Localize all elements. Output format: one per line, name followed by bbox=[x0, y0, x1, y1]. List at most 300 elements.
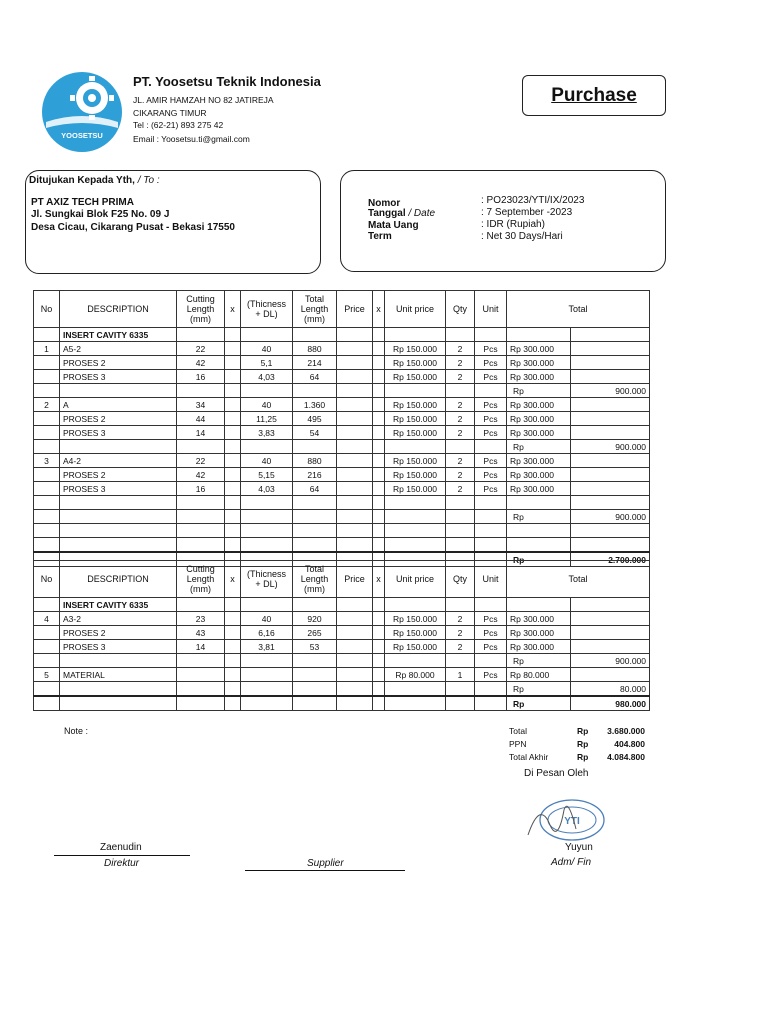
subtotal-row bbox=[34, 384, 650, 398]
empty-cell bbox=[60, 538, 177, 553]
cell-total-length bbox=[293, 668, 337, 682]
cell-total-length: 64 bbox=[293, 482, 337, 496]
empty-cell bbox=[225, 384, 241, 398]
cell-price bbox=[337, 454, 373, 468]
table-row bbox=[34, 370, 650, 384]
empty-cell bbox=[446, 598, 475, 612]
empty-cell bbox=[385, 696, 446, 711]
group-row bbox=[34, 598, 650, 612]
col-thickness: (Thicness + DL) bbox=[241, 561, 293, 598]
empty-cell bbox=[177, 538, 225, 553]
recipient-label: Ditujukan Kepada Yth, / To : bbox=[29, 175, 160, 186]
cell-x2 bbox=[373, 640, 385, 654]
empty-cell bbox=[373, 654, 385, 668]
cell-cutting-length: 23 bbox=[177, 612, 225, 626]
cell-qty: 2 bbox=[446, 426, 475, 440]
empty-cell bbox=[571, 328, 650, 342]
recipient-city: Desa Cicau, Cikarang Pusat - Bekasi 17550 bbox=[31, 222, 235, 233]
cell-total-extra bbox=[571, 640, 650, 654]
cell-thickness: 3,83 bbox=[241, 426, 293, 440]
subtotal-row bbox=[34, 654, 650, 668]
col-total-length: Total Length (mm) bbox=[293, 561, 337, 598]
company-address-1: JL. AMIR HAMZAH NO 82 JATIREJA bbox=[133, 95, 274, 105]
empty-cell bbox=[241, 440, 293, 454]
cell-x bbox=[225, 370, 241, 384]
cell-description: PROSES 2 bbox=[60, 626, 177, 640]
table-header-row bbox=[34, 291, 650, 328]
cell-unit: Pcs bbox=[475, 356, 507, 370]
summary-ppn-value: 404.800 bbox=[614, 739, 645, 749]
recipient-street: Jl. Sungkai Blok F25 No. 09 J bbox=[31, 209, 170, 220]
empty-cell bbox=[293, 496, 337, 510]
cell-price bbox=[337, 612, 373, 626]
empty-cell bbox=[475, 524, 507, 538]
table-row bbox=[34, 412, 650, 426]
empty-cell bbox=[241, 654, 293, 668]
company-email: Email : Yoosetsu.ti@gmail.com bbox=[133, 134, 250, 144]
col-price: Price bbox=[337, 561, 373, 598]
cell-x bbox=[225, 612, 241, 626]
empty-cell bbox=[293, 696, 337, 711]
cell-thickness: 40 bbox=[241, 342, 293, 356]
cell-unit-price: Rp 150.000 bbox=[385, 626, 446, 640]
empty-cell bbox=[60, 440, 177, 454]
table-row bbox=[34, 426, 650, 440]
cell-qty: 2 bbox=[446, 412, 475, 426]
cell-x2 bbox=[373, 612, 385, 626]
col-x2: x bbox=[373, 561, 385, 598]
empty-cell bbox=[385, 496, 446, 510]
cell-no: 1 bbox=[34, 342, 60, 356]
empty-cell bbox=[385, 510, 446, 524]
table-row bbox=[34, 612, 650, 626]
empty-cell bbox=[475, 440, 507, 454]
cell-unit: Pcs bbox=[475, 612, 507, 626]
cell-no bbox=[34, 468, 60, 482]
table-header-row bbox=[34, 561, 650, 598]
cell-thickness: 11,25 bbox=[241, 412, 293, 426]
cell-x bbox=[225, 426, 241, 440]
cell-no: 5 bbox=[34, 668, 60, 682]
col-no: No bbox=[34, 291, 60, 328]
cell-price bbox=[337, 412, 373, 426]
empty-cell bbox=[337, 328, 373, 342]
empty-cell bbox=[177, 598, 225, 612]
cell-total-extra bbox=[571, 398, 650, 412]
empty-cell bbox=[337, 538, 373, 553]
cell-line-total: Rp 300.000 bbox=[507, 454, 571, 468]
subtotal-currency: Rp bbox=[507, 654, 571, 668]
cell-cutting-length: 16 bbox=[177, 482, 225, 496]
empty-cell bbox=[177, 696, 225, 711]
empty-cell bbox=[34, 510, 60, 524]
cell-description: A3-2 bbox=[60, 612, 177, 626]
empty-cell bbox=[446, 696, 475, 711]
cell-cutting-length: 16 bbox=[177, 370, 225, 384]
cell-unit-price: Rp 150.000 bbox=[385, 356, 446, 370]
cell-thickness: 40 bbox=[241, 398, 293, 412]
company-stamp bbox=[520, 795, 610, 845]
empty-cell bbox=[385, 524, 446, 538]
col-x: x bbox=[225, 561, 241, 598]
term-value: : Net 30 Days/Hari bbox=[481, 231, 563, 242]
cell-x bbox=[225, 626, 241, 640]
cell-no bbox=[34, 412, 60, 426]
col-cutting-length: Cutting Length (mm) bbox=[177, 561, 225, 598]
col-description: DESCRIPTION bbox=[60, 561, 177, 598]
empty-cell bbox=[446, 524, 475, 538]
col-qty: Qty bbox=[446, 561, 475, 598]
empty-cell bbox=[225, 598, 241, 612]
empty-cell bbox=[293, 510, 337, 524]
cell-total-extra bbox=[571, 612, 650, 626]
summary-total-rp: Rp bbox=[577, 726, 589, 736]
empty-cell bbox=[337, 654, 373, 668]
cell-unit-price: Rp 150.000 bbox=[385, 426, 446, 440]
cell-total-length: 495 bbox=[293, 412, 337, 426]
empty-cell bbox=[475, 654, 507, 668]
empty-cell bbox=[177, 496, 225, 510]
empty-cell bbox=[475, 538, 507, 553]
cell-total-extra bbox=[571, 454, 650, 468]
empty-cell bbox=[177, 440, 225, 454]
note-label: Note : bbox=[64, 726, 89, 736]
subtotal-row bbox=[34, 682, 650, 697]
cell-unit-price: Rp 150.000 bbox=[385, 482, 446, 496]
col-x: x bbox=[225, 291, 241, 328]
empty-cell bbox=[225, 654, 241, 668]
svg-text:YOOSETSU: YOOSETSU bbox=[61, 131, 103, 140]
cell-cutting-length: 14 bbox=[177, 640, 225, 654]
cell-qty: 2 bbox=[446, 612, 475, 626]
cell-x2 bbox=[373, 342, 385, 356]
cell-total-length: 880 bbox=[293, 342, 337, 356]
col-total: Total bbox=[507, 291, 650, 328]
col-thickness: (Thicness + DL) bbox=[241, 291, 293, 328]
cell-price bbox=[337, 482, 373, 496]
cell-no bbox=[34, 640, 60, 654]
empty-cell bbox=[241, 496, 293, 510]
empty-cell bbox=[241, 384, 293, 398]
cell-x bbox=[225, 356, 241, 370]
cell-x bbox=[225, 482, 241, 496]
cell-price bbox=[337, 426, 373, 440]
cell-x bbox=[225, 668, 241, 682]
table-row bbox=[34, 640, 650, 654]
empty-cell bbox=[337, 524, 373, 538]
cell-unit: Pcs bbox=[475, 668, 507, 682]
document-title: Purchase bbox=[551, 84, 637, 106]
cell-unit-price: Rp 150.000 bbox=[385, 468, 446, 482]
company-name: PT. Yoosetsu Teknik Indonesia bbox=[133, 74, 321, 89]
summary-ppn-label: PPN bbox=[509, 739, 527, 749]
cell-description: PROSES 3 bbox=[60, 640, 177, 654]
cell-qty: 2 bbox=[446, 626, 475, 640]
company-address-2: CIKARANG TIMUR bbox=[133, 108, 207, 118]
empty-cell bbox=[177, 384, 225, 398]
table-row bbox=[34, 342, 650, 356]
cell-unit: Pcs bbox=[475, 398, 507, 412]
recipient-name: PT AXIZ TECH PRIMA bbox=[31, 197, 134, 208]
empty-row bbox=[34, 538, 650, 553]
empty-cell bbox=[60, 696, 177, 711]
supplier-role: Supplier bbox=[307, 858, 344, 869]
cell-x bbox=[225, 342, 241, 356]
subtotal-value: 80.000 bbox=[571, 682, 650, 697]
empty-cell bbox=[177, 654, 225, 668]
empty-cell bbox=[225, 696, 241, 711]
subtotal-value: 980.000 bbox=[571, 696, 650, 711]
summary-total-value: 3.680.000 bbox=[607, 726, 645, 736]
cell-x2 bbox=[373, 454, 385, 468]
table-row bbox=[34, 668, 650, 682]
cell-x2 bbox=[373, 426, 385, 440]
cell-total-extra bbox=[571, 412, 650, 426]
cell-qty: 2 bbox=[446, 370, 475, 384]
cell-total-length: 53 bbox=[293, 640, 337, 654]
empty-cell bbox=[507, 328, 571, 342]
empty-cell bbox=[34, 654, 60, 668]
empty-cell bbox=[337, 510, 373, 524]
empty-cell bbox=[337, 384, 373, 398]
ordered-by-label: Di Pesan Oleh bbox=[524, 768, 589, 779]
empty-cell bbox=[373, 328, 385, 342]
cell-thickness: 4,03 bbox=[241, 482, 293, 496]
empty-cell bbox=[446, 328, 475, 342]
cell-thickness: 4,03 bbox=[241, 370, 293, 384]
summary-akhir-value: 4.084.800 bbox=[607, 752, 645, 762]
cell-cutting-length: 34 bbox=[177, 398, 225, 412]
subtotal-value: 2.700.000 bbox=[571, 552, 650, 567]
empty-cell bbox=[241, 510, 293, 524]
mata-uang-label: Mata Uang bbox=[368, 220, 419, 231]
cell-price bbox=[337, 468, 373, 482]
empty-cell bbox=[507, 496, 571, 510]
director-role: Direktur bbox=[104, 858, 140, 869]
cell-qty: 2 bbox=[446, 356, 475, 370]
empty-row bbox=[34, 524, 650, 538]
cell-total-extra bbox=[571, 342, 650, 356]
empty-cell bbox=[60, 496, 177, 510]
empty-cell bbox=[475, 682, 507, 697]
empty-cell bbox=[241, 696, 293, 711]
cell-x bbox=[225, 454, 241, 468]
items-table-2 bbox=[33, 560, 650, 711]
cell-cutting-length bbox=[177, 668, 225, 682]
cell-price bbox=[337, 640, 373, 654]
cell-x bbox=[225, 468, 241, 482]
empty-cell bbox=[385, 538, 446, 553]
empty-cell bbox=[571, 524, 650, 538]
director-signature-line bbox=[54, 855, 190, 856]
cell-cutting-length: 42 bbox=[177, 356, 225, 370]
empty-cell bbox=[34, 496, 60, 510]
cell-unit: Pcs bbox=[475, 412, 507, 426]
subtotal-currency: Rp bbox=[507, 440, 571, 454]
table-row bbox=[34, 626, 650, 640]
empty-cell bbox=[385, 682, 446, 697]
empty-cell bbox=[177, 524, 225, 538]
cell-price bbox=[337, 342, 373, 356]
empty-cell bbox=[34, 696, 60, 711]
empty-cell bbox=[337, 696, 373, 711]
cell-total-extra bbox=[571, 668, 650, 682]
cell-cutting-length: 44 bbox=[177, 412, 225, 426]
table-row bbox=[34, 454, 650, 468]
cell-description: MATERIAL bbox=[60, 668, 177, 682]
cell-thickness: 5,1 bbox=[241, 356, 293, 370]
cell-line-total: Rp 300.000 bbox=[507, 342, 571, 356]
cell-description: A bbox=[60, 398, 177, 412]
empty-cell bbox=[34, 598, 60, 612]
nomor-value: : PO23023/YTI/IX/2023 bbox=[481, 195, 585, 206]
cell-description: A4-2 bbox=[60, 454, 177, 468]
director-name: Zaenudin bbox=[100, 842, 142, 853]
empty-cell bbox=[177, 510, 225, 524]
cell-thickness: 5,15 bbox=[241, 468, 293, 482]
cell-x bbox=[225, 640, 241, 654]
empty-cell bbox=[241, 524, 293, 538]
empty-cell bbox=[34, 384, 60, 398]
empty-cell bbox=[373, 384, 385, 398]
cell-line-total: Rp 80.000 bbox=[507, 668, 571, 682]
cell-unit: Pcs bbox=[475, 468, 507, 482]
empty-cell bbox=[373, 496, 385, 510]
cell-description: PROSES 2 bbox=[60, 356, 177, 370]
subtotal-row bbox=[34, 440, 650, 454]
empty-cell bbox=[571, 598, 650, 612]
cell-unit: Pcs bbox=[475, 342, 507, 356]
col-unit: Unit bbox=[475, 291, 507, 328]
cell-total-extra bbox=[571, 482, 650, 496]
cell-qty: 2 bbox=[446, 640, 475, 654]
empty-cell bbox=[241, 328, 293, 342]
subtotal-value: 900.000 bbox=[571, 654, 650, 668]
cell-line-total: Rp 300.000 bbox=[507, 370, 571, 384]
empty-cell bbox=[60, 682, 177, 697]
empty-cell bbox=[446, 538, 475, 553]
empty-cell bbox=[385, 328, 446, 342]
empty-cell bbox=[385, 654, 446, 668]
cell-no: 3 bbox=[34, 454, 60, 468]
empty-cell bbox=[475, 696, 507, 711]
cell-total-length: 54 bbox=[293, 426, 337, 440]
cell-total-length: 265 bbox=[293, 626, 337, 640]
empty-cell bbox=[293, 598, 337, 612]
cell-unit: Pcs bbox=[475, 454, 507, 468]
cell-no: 2 bbox=[34, 398, 60, 412]
col-price: Price bbox=[337, 291, 373, 328]
cell-x2 bbox=[373, 370, 385, 384]
cell-cutting-length: 14 bbox=[177, 426, 225, 440]
group-label: INSERT CAVITY 6335 bbox=[60, 328, 177, 342]
cell-x2 bbox=[373, 398, 385, 412]
cell-description: PROSES 3 bbox=[60, 426, 177, 440]
empty-cell bbox=[225, 510, 241, 524]
empty-cell bbox=[293, 384, 337, 398]
empty-cell bbox=[373, 440, 385, 454]
cell-unit: Pcs bbox=[475, 426, 507, 440]
company-logo bbox=[40, 70, 124, 154]
empty-cell bbox=[34, 440, 60, 454]
cell-description: PROSES 3 bbox=[60, 370, 177, 384]
col-unit-price: Unit price bbox=[385, 561, 446, 598]
subtotal-currency: Rp bbox=[507, 682, 571, 697]
table-row bbox=[34, 468, 650, 482]
empty-cell bbox=[225, 538, 241, 553]
cell-description: PROSES 3 bbox=[60, 482, 177, 496]
cell-cutting-length: 43 bbox=[177, 626, 225, 640]
cell-qty: 1 bbox=[446, 668, 475, 682]
empty-cell bbox=[475, 510, 507, 524]
col-cutting-length: Cutting Length (mm) bbox=[177, 291, 225, 328]
empty-cell bbox=[475, 328, 507, 342]
supplier-signature-line bbox=[245, 870, 405, 871]
cell-total-length: 64 bbox=[293, 370, 337, 384]
subtotal-currency: Rp bbox=[507, 552, 571, 567]
empty-cell bbox=[225, 682, 241, 697]
cell-line-total: Rp 300.000 bbox=[507, 626, 571, 640]
empty-cell bbox=[475, 598, 507, 612]
term-label: Term bbox=[368, 231, 392, 242]
cell-unit-price: Rp 150.000 bbox=[385, 640, 446, 654]
empty-cell bbox=[446, 496, 475, 510]
table-row bbox=[34, 356, 650, 370]
cell-unit-price: Rp 150.000 bbox=[385, 370, 446, 384]
empty-cell bbox=[446, 384, 475, 398]
cell-qty: 2 bbox=[446, 342, 475, 356]
cell-no bbox=[34, 370, 60, 384]
cell-qty: 2 bbox=[446, 454, 475, 468]
cell-no bbox=[34, 426, 60, 440]
cell-unit-price: Rp 150.000 bbox=[385, 398, 446, 412]
col-no: No bbox=[34, 561, 60, 598]
empty-cell bbox=[293, 654, 337, 668]
nomor-label: Nomor bbox=[368, 198, 401, 209]
cell-no bbox=[34, 482, 60, 496]
cell-total-length: 920 bbox=[293, 612, 337, 626]
cell-thickness: 40 bbox=[241, 454, 293, 468]
cell-x bbox=[225, 412, 241, 426]
col-x2: x bbox=[373, 291, 385, 328]
cell-price bbox=[337, 370, 373, 384]
empty-cell bbox=[337, 598, 373, 612]
cell-x2 bbox=[373, 468, 385, 482]
cell-price bbox=[337, 668, 373, 682]
cell-price bbox=[337, 356, 373, 370]
cell-unit-price: Rp 150.000 bbox=[385, 454, 446, 468]
empty-cell bbox=[337, 440, 373, 454]
empty-cell bbox=[475, 384, 507, 398]
empty-cell bbox=[241, 538, 293, 553]
cell-unit: Pcs bbox=[475, 370, 507, 384]
cell-unit-price: Rp 80.000 bbox=[385, 668, 446, 682]
empty-cell bbox=[293, 328, 337, 342]
empty-cell bbox=[475, 496, 507, 510]
empty-cell bbox=[373, 524, 385, 538]
empty-row bbox=[34, 496, 650, 510]
cell-price bbox=[337, 398, 373, 412]
cell-line-total: Rp 300.000 bbox=[507, 640, 571, 654]
group-label: INSERT CAVITY 6335 bbox=[60, 598, 177, 612]
empty-cell bbox=[446, 440, 475, 454]
cell-thickness bbox=[241, 668, 293, 682]
cell-thickness: 3,81 bbox=[241, 640, 293, 654]
empty-cell bbox=[293, 524, 337, 538]
empty-cell bbox=[373, 538, 385, 553]
cell-line-total: Rp 300.000 bbox=[507, 482, 571, 496]
tanggal-label: Tanggal / Date bbox=[368, 208, 436, 219]
